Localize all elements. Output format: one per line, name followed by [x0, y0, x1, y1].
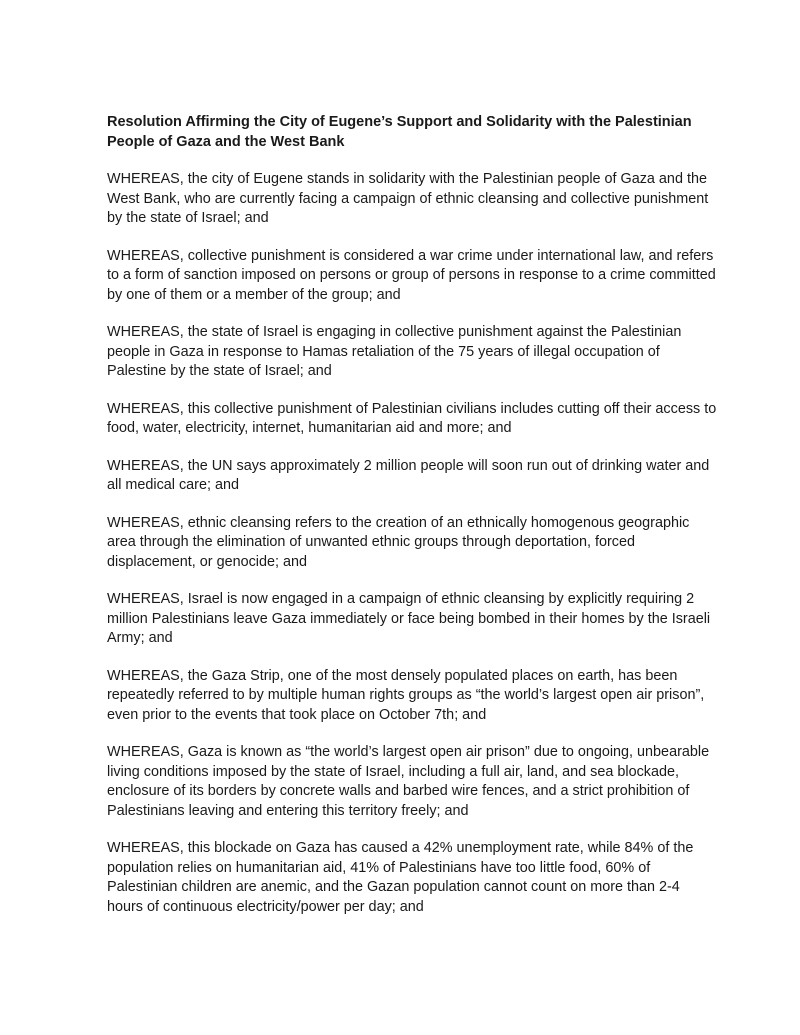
whereas-clause-7: WHEREAS, Israel is now engaged in a campaign of ethnic cleansing by explicitly requiring 2 million Palestinians leave Gaza immediately or face being bombed in their homes by the Israeli Army; and	[107, 591, 711, 646]
whereas-clause-1: WHEREAS, the city of Eugene stands in solidarity with the Palestinian people of Gaza and the West Bank, who are currently facing a campaign of ethnic cleansing and collective punishment by the state of Israel; and	[107, 171, 709, 226]
whereas-clause-3: WHEREAS, the state of Israel is engaging in collective punishment against the Palestinian people in Gaza in response to Hamas retaliation of the 75 years of illegal occupation of Palestine by the state of Israel; and	[107, 324, 682, 379]
whereas-clause-8: WHEREAS, the Gaza Strip, one of the most densely populated places on earth, has been repeatedly referred to by multiple human rights groups as “the world’s largest open air prison”, even prior to the events that took place on October 7th; and	[107, 667, 705, 723]
resolution-title: Resolution Affirming the City of Eugene’s Support and Solidarity with the Palestinian People of Gaza and the West Bank	[107, 114, 692, 150]
whereas-clause-4: WHEREAS, this collective punishment of Palestinian civilians includes cutting off their access to food, water, electricity, internet, humanitarian aid and more; and	[107, 400, 717, 436]
whereas-clause-10: WHEREAS, this blockade on Gaza has caused a 42% unemployment rate, while 84% of the population relies on humanitarian aid, 41% of Palestinians have too little food, 60% of Palestinian children are anemic, and the Gazan population cannot count on more than 2-4 hours of continuous electricity/power per day; and	[107, 840, 694, 915]
document-body	[107, 112, 719, 935]
whereas-clause-6: WHEREAS, ethnic cleansing refers to the creation of an ethnically homogenous geographic area through the elimination of unwanted ethnic groups through deportation, forced displacement, or genocide; and	[107, 514, 690, 570]
whereas-clause-2: WHEREAS, collective punishment is considered a war crime under international law, and refers to a form of sanction imposed on persons or group of persons in response to a crime committed by one of them or a member of the group; and	[107, 247, 716, 303]
whereas-clause-9: WHEREAS, Gaza is known as “the world’s largest open air prison” due to ongoing, unbearable living conditions imposed by the state of Israel, including a full air, land, and sea blockade, enclosure of its borders by concrete walls and barbed wire fences, and a strict prohibition of Palestinians leaving and entering this territory freely; and	[107, 744, 710, 819]
whereas-clause-5: WHEREAS, the UN says approximately 2 million people will soon run out of drinking water and all medical care; and	[107, 457, 710, 493]
